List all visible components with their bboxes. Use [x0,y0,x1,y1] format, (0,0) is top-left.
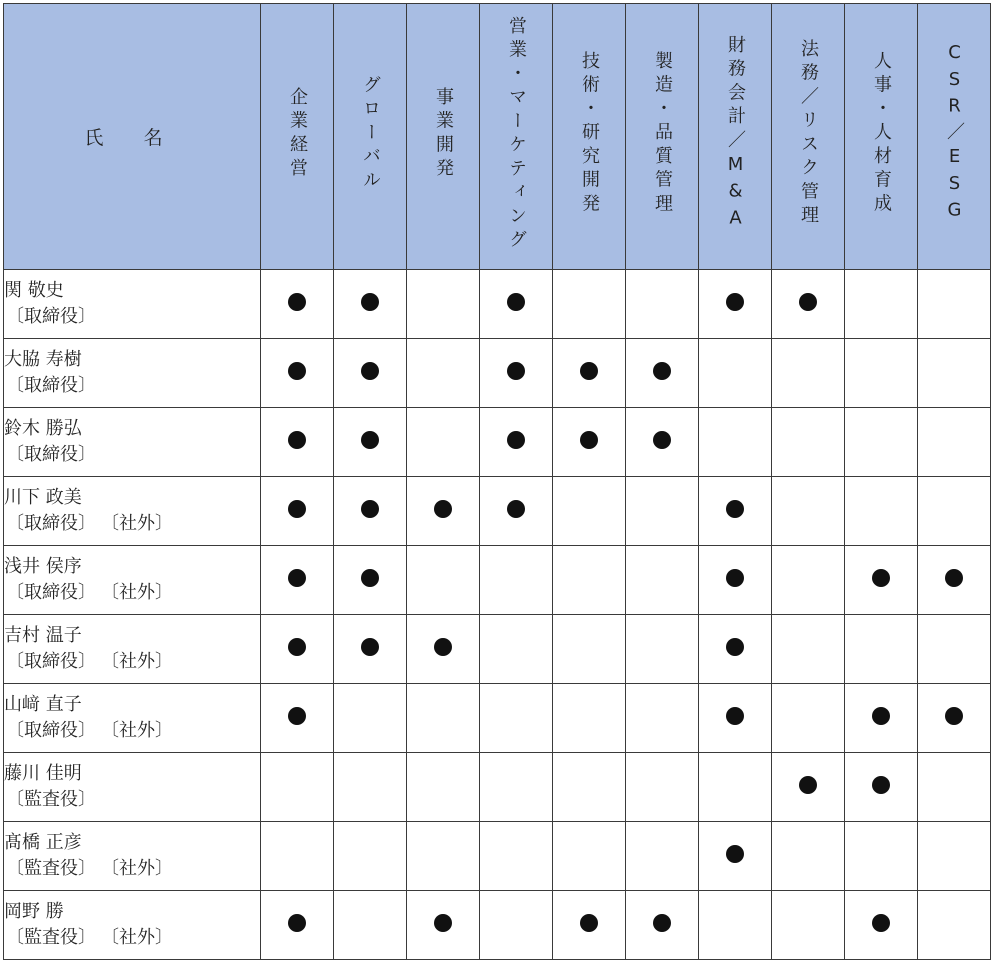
filled-circle-icon [361,569,379,587]
skill-cell [626,270,699,339]
filled-circle-icon [507,362,525,380]
table-row [4,891,991,960]
filled-circle-icon [288,914,306,932]
filled-circle-icon [288,707,306,725]
role-tag: 〔社外〕 [110,513,173,534]
skill-cell [261,822,334,891]
skill-cell [480,546,553,615]
skill-cell [699,546,772,615]
name-cell [4,753,261,822]
role-tag: 〔取締役〕 [6,651,96,672]
role-line [4,925,260,951]
skill-cell [334,684,407,753]
skill-label: 人事・人材育成 [871,51,892,218]
filled-circle-icon [872,569,890,587]
skill-cell [918,339,991,408]
filled-circle-icon [288,638,306,656]
name-cell [4,546,261,615]
skill-cell [334,546,407,615]
skill-cell [480,270,553,339]
person-name: 髙橋 正彦 [4,832,82,853]
filled-circle-icon [726,638,744,656]
skill-cell [553,477,626,546]
skill-cell [845,753,918,822]
skill-cell [772,822,845,891]
role-line [4,580,260,606]
skill-cell [918,753,991,822]
skill-cell [626,408,699,477]
filled-circle-icon [653,431,671,449]
skill-cell [772,270,845,339]
role-tag: 〔取締役〕 [6,720,96,741]
skill-cell [845,477,918,546]
skill-cell [407,270,480,339]
skill-cell [699,891,772,960]
skill-cell [261,270,334,339]
role-tag: 〔取締役〕 [6,444,96,465]
role-line [4,373,260,399]
skill-cell [261,753,334,822]
role-tag: 〔社外〕 [110,858,173,879]
role-tag: 〔取締役〕 [6,582,96,603]
filled-circle-icon [653,914,671,932]
name-column-header: 氏 名 [4,4,261,270]
skill-cell [480,822,553,891]
name-cell [4,822,261,891]
skill-column-header [480,4,553,270]
skill-cell [407,615,480,684]
skill-column-header [261,4,334,270]
role-line [4,649,260,675]
skill-cell [553,684,626,753]
skill-cell [699,684,772,753]
skill-cell [261,477,334,546]
skill-cell [699,615,772,684]
skill-cell [407,477,480,546]
skill-cell [553,615,626,684]
skill-cell [772,477,845,546]
skill-cell [407,546,480,615]
role-line [4,856,260,882]
role-tag: 〔監査役〕 [6,927,96,948]
skill-cell [334,891,407,960]
skill-cell [845,408,918,477]
name-cell [4,408,261,477]
skill-cell [407,408,480,477]
role-tag: 〔取締役〕 [6,306,96,327]
skill-label: 事業開発 [433,86,454,183]
skill-column-header [626,4,699,270]
filled-circle-icon [361,362,379,380]
skill-cell [699,753,772,822]
skill-cell [553,546,626,615]
filled-circle-icon [434,638,452,656]
filled-circle-icon [361,431,379,449]
skill-label: 技術・研究開発 [579,51,600,218]
name-cell [4,615,261,684]
person-name: 関 敬史 [4,280,64,301]
skill-cell [334,270,407,339]
skill-cell [334,339,407,408]
table-row [4,270,991,339]
filled-circle-icon [872,914,890,932]
filled-circle-icon [653,362,671,380]
person-name: 川下 政美 [4,487,82,508]
person-name: 岡野 勝 [4,901,64,922]
table-row [4,753,991,822]
skill-cell [772,408,845,477]
skill-cell [699,339,772,408]
table-row [4,822,991,891]
skill-label: 法務／リスク管理 [798,39,819,230]
filled-circle-icon [872,776,890,794]
filled-circle-icon [434,914,452,932]
skill-cell [480,408,553,477]
skill-cell [261,684,334,753]
filled-circle-icon [726,569,744,587]
filled-circle-icon [361,500,379,518]
skill-label: グローバル [360,75,381,194]
skill-label: 財務会計／M&A [725,34,746,235]
filled-circle-icon [945,707,963,725]
skill-cell [626,822,699,891]
filled-circle-icon [507,431,525,449]
skill-cell [772,753,845,822]
skill-cell [261,891,334,960]
skill-cell [918,891,991,960]
skill-cell [480,753,553,822]
skill-cell [699,477,772,546]
skill-cell [918,270,991,339]
skill-cell [626,891,699,960]
skill-cell [407,891,480,960]
skill-cell [772,546,845,615]
filled-circle-icon [726,500,744,518]
role-tag: 〔監査役〕 [6,789,96,810]
person-name: 鈴木 勝弘 [4,418,82,439]
skill-cell [261,339,334,408]
name-cell [4,891,261,960]
table-row [4,615,991,684]
role-line [4,442,260,468]
skill-cell [918,408,991,477]
name-cell [4,270,261,339]
skill-label: 製造・品質管理 [652,51,673,218]
skill-cell [407,684,480,753]
name-cell [4,339,261,408]
person-name: 山﨑 直子 [4,694,82,715]
skill-column-header [553,4,626,270]
skill-column-header [407,4,480,270]
skill-cell [772,891,845,960]
skill-cell [918,822,991,891]
skill-column-header [334,4,407,270]
matrix-body [4,270,991,960]
skill-cell [261,615,334,684]
skill-cell [626,753,699,822]
skill-cell [699,270,772,339]
filled-circle-icon [361,293,379,311]
skill-cell [480,891,553,960]
filled-circle-icon [580,914,598,932]
filled-circle-icon [288,293,306,311]
skill-cell [845,546,918,615]
role-tag: 〔社外〕 [110,720,173,741]
skill-cell [626,615,699,684]
filled-circle-icon [580,431,598,449]
filled-circle-icon [945,569,963,587]
skill-cell [845,891,918,960]
filled-circle-icon [288,362,306,380]
skill-cell [918,684,991,753]
skill-cell [334,822,407,891]
name-cell [4,477,261,546]
filled-circle-icon [726,293,744,311]
skill-cell [407,822,480,891]
filled-circle-icon [507,500,525,518]
filled-circle-icon [799,776,817,794]
skill-cell [626,546,699,615]
filled-circle-icon [507,293,525,311]
role-line [4,304,260,330]
skill-cell [553,270,626,339]
role-tag: 〔社外〕 [110,927,173,948]
skill-cell [918,477,991,546]
person-name: 大脇 寿樹 [4,349,82,370]
name-cell [4,684,261,753]
filled-circle-icon [872,707,890,725]
skill-column-header [845,4,918,270]
skill-cell [626,477,699,546]
filled-circle-icon [726,707,744,725]
skill-cell [699,822,772,891]
header-row [4,4,991,270]
skill-cell [772,339,845,408]
skill-column-header [772,4,845,270]
role-line [4,787,260,813]
skill-cell [407,753,480,822]
skill-label: CSR／ESG [944,42,965,227]
skill-cell [626,684,699,753]
skill-cell [626,339,699,408]
skill-cell [553,822,626,891]
role-tag: 〔社外〕 [110,582,173,603]
person-name: 浅井 侯序 [4,556,82,577]
skill-cell [480,339,553,408]
skill-cell [480,615,553,684]
role-tag: 〔社外〕 [110,651,173,672]
table-row [4,408,991,477]
skill-column-header [699,4,772,270]
skill-cell [699,408,772,477]
skill-cell [334,477,407,546]
skill-label: 企業経営 [287,86,308,183]
role-tag: 〔監査役〕 [6,858,96,879]
table-row [4,477,991,546]
skill-cell [845,684,918,753]
skill-cell [261,546,334,615]
skill-cell [553,408,626,477]
skill-cell [553,339,626,408]
skill-cell [261,408,334,477]
skill-cell [845,822,918,891]
filled-circle-icon [361,638,379,656]
filled-circle-icon [434,500,452,518]
skill-cell [918,615,991,684]
skill-cell [553,753,626,822]
skill-cell [845,339,918,408]
skill-cell [918,546,991,615]
person-name: 吉村 温子 [4,625,82,646]
table-row [4,684,991,753]
skill-label: 営業・マーケティング [506,15,527,254]
role-line [4,511,260,537]
filled-circle-icon [288,500,306,518]
filled-circle-icon [799,293,817,311]
table-row [4,546,991,615]
role-tag: 〔取締役〕 [6,513,96,534]
filled-circle-icon [288,431,306,449]
skill-cell [480,477,553,546]
skill-cell [845,270,918,339]
skill-column-header [918,4,991,270]
skill-matrix-table [3,3,991,960]
skill-cell [334,408,407,477]
table-row [4,339,991,408]
filled-circle-icon [288,569,306,587]
person-name: 藤川 佳明 [4,763,82,784]
skill-cell [772,615,845,684]
filled-circle-icon [580,362,598,380]
role-line [4,718,260,744]
skill-cell [407,339,480,408]
role-tag: 〔取締役〕 [6,375,96,396]
skill-cell [553,891,626,960]
skill-cell [845,615,918,684]
filled-circle-icon [726,845,744,863]
skill-cell [334,615,407,684]
skill-cell [480,684,553,753]
skill-cell [772,684,845,753]
skill-cell [334,753,407,822]
